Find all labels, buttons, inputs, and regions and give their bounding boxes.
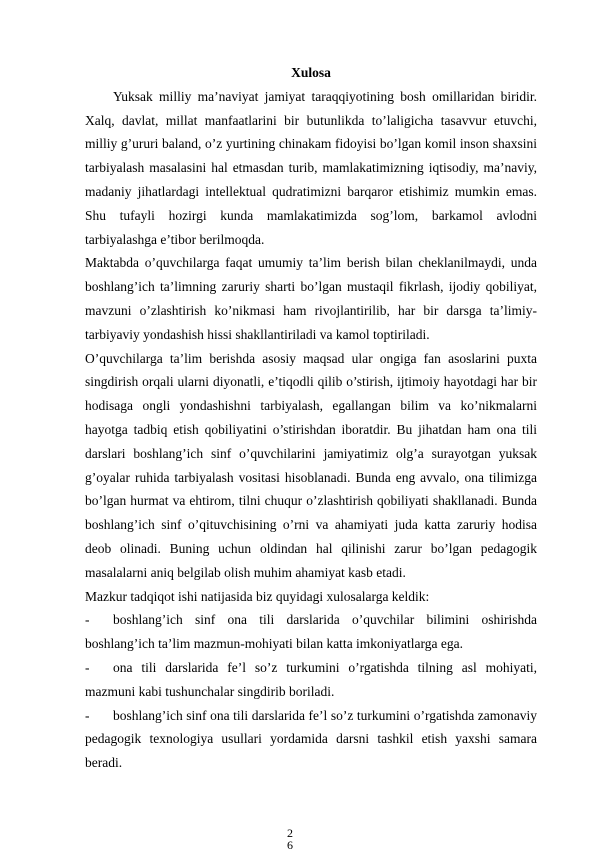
paragraph-2: Maktabda o’quvchilarga faqat umumiy ta’lim berish bilan cheklanilmaydi, unda boshlang’ich ta’limning zaruriy sharti bo’lgan mustaqil fikrlash, ijodiy qobiliyat, mavzuni o’zlashtirish ko’nikmasi ham rivojlantirilib, har bir darsga ta’limiy-tarbiyaviy yondashish hissi shakllantiriladi va kamol toptiriladi. [85, 255, 537, 342]
bullet-item-2 [85, 656, 537, 704]
bullet-text: boshlang’ich sinf ona tili darslarida o’quvchilar bilimini oshirishda boshlang’ich ta’lim mazmun-mohiyati bilan katta imkoniyatlarga ega. [85, 612, 537, 652]
document-title: Xulosa [291, 65, 331, 80]
document-body [85, 61, 537, 775]
bullet-item-3 [85, 704, 537, 775]
bullet-text: ona tili darslarida fe’l so’z turkumini o’rgatishda tilning asl mohiyati, mazmuni kabi tushunchalar singdirib boriladi. [85, 659, 537, 699]
page-number-top-digit: 2 [287, 826, 293, 840]
page-number-bottom-digit: 6 [287, 838, 293, 852]
bullet-item-1 [85, 608, 537, 656]
bullet-text: boshlang’ich sinf ona tili darslarida fe’l so’z turkumini o’rgatishda zamonaviy pedagogik texnologiya usullari yordamida darsni tashkil etish yaxshi samara beradi. [85, 707, 537, 771]
paragraph-1: Yuksak milliy ma’naviyat jamiyat taraqqiyotining bosh omillaridan biridir. Xalq, davlat, millat manfaatlarini bir butunlikda to’laligicha tasavvur etuvchi, milliy g’ururi baland, o’z yurtining chinakam fidoyisi bo’lgan komil inson shaxsini tarbiyalash masalasini hal etmasdan turib, mamlakatimizning iqtisodiy, ma’naviy, madaniy jihatlardagi intellektual qudratimizni barqaror etishimiz mumkin emas. Shu tufayli hozirgi kunda mamlakatimizda sog’lom, barkamol avlodni tarbiyalashga e’tibor berilmoqda. [85, 88, 537, 247]
bullet-dash: - [85, 612, 90, 628]
paragraph-3: O’quvchilarga ta’lim berishda asosiy maqsad ular ongiga fan asoslarini puxta singdirish orqali ularni diyonatli, e’tiqodli qilib o’stirish, ijtimoiy hayotdagi har bir hodisaga ongli yondashishni tarbiyalash, egallangan bilim va ko’nikmalarni hayotga tadbiq etish qobiliyatini o’stirishdan iboratdir. Bu jihatdan ham ona tili darslari boshlang’ich sinf o’quvchilarini jamiyatimiz olg’a surayotgan yuksak g’oyalar ruhida tarbiyalash vositasi hisoblanadi. Bunda eng avvalo, ona tilimizga bo’lgan hurmat va ehtirom, tilni chuqur o’zlashtirish qobiliyati shakllanadi. Bunda boshlang’ich sinf o’qituvchisining o’rni va ahamiyati juda katta zaruriy hodisa deob olinadi. Buning uchun oldindan hal qilinishi zarur bo’lgan pedagogik masalalarni aniq belgilab olish muhim ahamiyat kasb etadi. [85, 350, 537, 580]
bullet-dash: - [85, 659, 90, 675]
paragraph-4: Mazkur tadqiqot ishi natijasida biz quyidagi xulosalarga keldik: [85, 588, 430, 604]
page-number [284, 827, 296, 851]
bullet-dash: - [85, 707, 90, 723]
